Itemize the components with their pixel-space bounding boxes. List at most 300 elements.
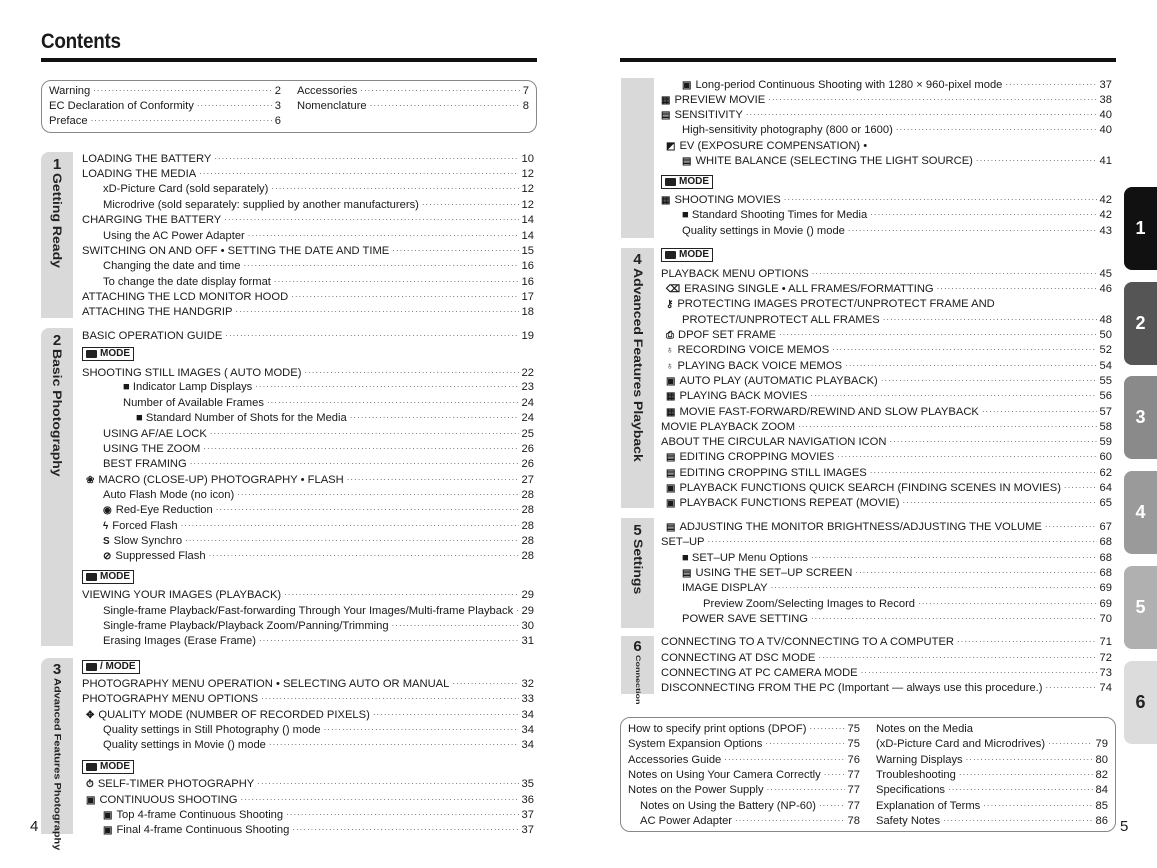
- leader-dots: [1064, 480, 1097, 495]
- toc-entry-title: SET–UP: [661, 536, 705, 548]
- toc-entry-page: 43: [1099, 225, 1112, 237]
- toc-entry-page: 55: [1099, 375, 1112, 387]
- camera-icon: [86, 763, 97, 771]
- toc-entry-title: EDITING CROPPING STILL IMAGES: [679, 467, 867, 479]
- toc-entry-page: 31: [521, 635, 534, 647]
- toc-entry[interactable]: [628, 753, 860, 768]
- toc-entry[interactable]: [82, 677, 534, 692]
- movie-mode-label: MODE: [661, 175, 713, 189]
- toc-entry[interactable]: [103, 488, 534, 503]
- continuous-icon: ▣: [682, 80, 692, 91]
- leader-dots: [837, 449, 1096, 464]
- leader-dots: [255, 379, 518, 394]
- toc-entry[interactable]: [103, 723, 534, 738]
- toc-entry[interactable]: [103, 198, 534, 213]
- toc-entry-title: SENSITIVITY: [674, 109, 743, 121]
- toc-entry-page: 34: [521, 709, 534, 721]
- leader-dots: [798, 419, 1096, 434]
- toc-entry-page: 28: [521, 489, 534, 501]
- chapter-tab-4[interactable]: 4: [1124, 471, 1157, 554]
- toc-entry[interactable]: Warning ····· 2: [49, 84, 281, 99]
- toc-entry-page: 12: [521, 199, 534, 211]
- flash-icon: ϟ: [103, 521, 109, 532]
- leader-dots: [896, 122, 1097, 137]
- leader-dots: [883, 312, 1097, 327]
- toc-entry[interactable]: [666, 139, 1112, 154]
- leader-dots: [1046, 680, 1097, 695]
- toc-entry[interactable]: [666, 466, 1112, 481]
- toc-entry-page: 16: [521, 276, 534, 288]
- toc-entry-title: How to specify print options (DPOF): [628, 723, 807, 735]
- toc-entry[interactable]: [82, 692, 534, 707]
- toc-entry-page: 77: [847, 768, 860, 781]
- leader-dots: [225, 328, 518, 343]
- section-bar-continued: [621, 78, 654, 238]
- toc-entry-title: Erasing Images (Erase Frame): [103, 635, 256, 647]
- toc-entry-title: Accessories Guide: [628, 753, 722, 766]
- chapter-tab-2[interactable]: 2: [1124, 282, 1157, 365]
- toc-entry-page: 73: [1099, 667, 1112, 679]
- toc-entry[interactable]: [103, 275, 534, 290]
- toc-entry[interactable]: [661, 193, 1112, 208]
- leader-dots: [203, 441, 518, 456]
- toc-entry-page: 28: [521, 535, 534, 547]
- toc-entry-page: 36: [521, 794, 534, 806]
- toc-entry[interactable]: [103, 182, 534, 197]
- leader-dots: [948, 782, 1093, 797]
- toc-entry-title: Slow Synchro: [113, 535, 183, 547]
- toc-entry-title: PHOTOGRAPHY MENU OPERATION • SELECTING AUTO OR MANUAL: [82, 678, 450, 690]
- toc-entry[interactable]: [682, 581, 1112, 596]
- toc-entry-title: ■ SET–UP Menu Options: [682, 552, 808, 564]
- leader-dots: [903, 495, 1097, 510]
- leader-dots: [373, 707, 519, 722]
- toc-entry-page: 24: [521, 412, 534, 424]
- continuous-icon: ▣: [103, 825, 113, 836]
- continuous-icon: ▣: [103, 810, 113, 821]
- leader-dots: [937, 281, 1097, 296]
- toc-entry-page: 52: [1099, 344, 1112, 356]
- toc-entry[interactable]: [82, 588, 534, 603]
- toc-entry-page: 37: [1099, 79, 1112, 91]
- toc-entry[interactable]: [876, 783, 1108, 798]
- leader-dots: [284, 587, 518, 602]
- toc-entry[interactable]: [876, 814, 1108, 829]
- leader-dots: [810, 388, 1096, 403]
- leader-dots: [292, 822, 518, 837]
- leader-dots: [976, 153, 1097, 168]
- toc-entry-page: 14: [521, 230, 534, 242]
- still-mode-label: MODE: [82, 347, 134, 361]
- toc-entry-title: IMAGE DISPLAY: [682, 582, 768, 594]
- movie-icon: ▦: [666, 391, 676, 402]
- toc-entry-title: LOADING THE MEDIA: [82, 168, 197, 180]
- toc-entry-title: PLAYBACK MENU OPTIONS: [661, 268, 809, 280]
- toc-entry-page: 29: [521, 589, 534, 601]
- toc-entry-page: 28: [521, 504, 534, 516]
- toc-entry[interactable]: [682, 566, 1112, 581]
- leader-dots: [190, 456, 519, 471]
- continuous-icon: ▣: [86, 795, 96, 806]
- toc-entry[interactable]: [103, 738, 534, 753]
- toc-entry-page: 26: [521, 458, 534, 470]
- toc-entry-title: ■ Indicator Lamp Displays: [123, 381, 253, 393]
- leader-dots: [235, 304, 518, 319]
- toc-entry-title: System Expansion Options: [628, 738, 763, 751]
- toc-entry[interactable]: [661, 108, 1112, 123]
- toc-entry[interactable]: [82, 290, 534, 305]
- toc-entry[interactable]: [103, 604, 534, 619]
- toc-entry[interactable]: [82, 244, 534, 259]
- toc-entry[interactable]: [103, 549, 534, 564]
- leader-dots: [214, 151, 518, 166]
- leader-dots: [708, 534, 1097, 549]
- toc-entry[interactable]: [86, 793, 534, 808]
- movie-icon: [665, 178, 676, 186]
- toc-entry[interactable]: [103, 823, 534, 838]
- toc-entry[interactable]: [103, 519, 534, 534]
- toc-entry-page: 14: [521, 214, 534, 226]
- play-icon: [665, 251, 676, 259]
- leader-dots: [199, 166, 518, 181]
- leader-dots: [350, 410, 519, 425]
- leader-dots: [855, 565, 1096, 580]
- toc-entry-page: 28: [521, 520, 534, 532]
- toc-entry-page: 57: [1099, 406, 1112, 418]
- ev-icon: ◩: [666, 141, 676, 152]
- toc-entry-title: ATTACHING THE HANDGRIP: [82, 306, 233, 318]
- toc-entry-title: Explanation of Terms: [876, 799, 981, 812]
- leader-dots: [870, 207, 1096, 222]
- toc-entry[interactable]: Accessories ····· 7: [297, 84, 529, 99]
- auto-play-icon: ▣: [666, 376, 676, 387]
- leader-dots: [959, 767, 1093, 782]
- toc-entry[interactable]: [103, 503, 534, 518]
- chapter-tab-3[interactable]: 3: [1124, 376, 1157, 459]
- toc-entry-title: SWITCHING ON AND OFF • SETTING THE DATE AND TIME: [82, 245, 390, 257]
- toc-entry[interactable]: [103, 259, 534, 274]
- toc-entry[interactable]: [666, 297, 1112, 312]
- toc-entry[interactable]: [628, 722, 860, 737]
- toc-entry-title: xD-Picture Card (sold separately): [103, 183, 269, 195]
- toc-entry-page: 76: [847, 753, 860, 766]
- toc-entry[interactable]: [876, 753, 1108, 768]
- toc-entry-page: 75: [847, 738, 860, 751]
- title-rule-right: [620, 58, 1116, 62]
- toc-entry[interactable]: [666, 520, 1112, 535]
- toc-entry[interactable]: [628, 768, 860, 783]
- leader-dots: [746, 107, 1097, 122]
- playback-mode-label: MODE: [661, 248, 713, 262]
- toc-entry[interactable]: [103, 457, 534, 472]
- toc-entry-page: 68: [1099, 536, 1112, 548]
- toc-entry-page: 58: [1099, 421, 1112, 433]
- toc-entry[interactable]: [136, 411, 534, 426]
- toc-entry-title: CONNECTING AT PC CAMERA MODE: [661, 667, 858, 679]
- toc-entry-page: 26: [521, 443, 534, 455]
- leader-dots: [845, 358, 1097, 373]
- toc-entry-title: RECORDING VOICE MEMOS: [677, 344, 830, 356]
- toc-entry[interactable]: [103, 619, 534, 634]
- toc-entry[interactable]: [682, 208, 1112, 223]
- leader-dots: [257, 776, 518, 791]
- toc-entry[interactable]: [123, 380, 534, 395]
- toc-entry-title: PREVIEW MOVIE: [674, 94, 766, 106]
- toc-entry[interactable]: [682, 123, 1112, 138]
- page-number-left: 4: [30, 818, 39, 835]
- quality-icon: ✥: [86, 710, 95, 721]
- toc-entry[interactable]: [661, 681, 1112, 696]
- toc-entry-page: 82: [1095, 768, 1108, 781]
- leader-dots: [824, 767, 845, 782]
- leader-dots: [237, 487, 518, 502]
- leader-dots: [832, 342, 1096, 357]
- toc-entry-title: ■ Standard Number of Shots for the Media: [136, 412, 347, 424]
- leader-dots: [259, 633, 519, 648]
- toc-entry-title: Notes on the Media: [876, 723, 974, 735]
- toc-entry-title: Troubleshooting: [876, 768, 956, 781]
- leader-dots: [224, 212, 518, 227]
- leader-dots: [779, 327, 1097, 342]
- toc-entry[interactable]: [640, 814, 860, 829]
- toc-entry[interactable]: [82, 152, 534, 167]
- chapter-tab-5[interactable]: 5: [1124, 566, 1157, 649]
- leader-dots: [861, 665, 1097, 680]
- toc-entry[interactable]: [682, 224, 1112, 239]
- leader-dots: [881, 373, 1097, 388]
- toc-entry[interactable]: [661, 651, 1112, 666]
- toc-entry-page: 80: [1095, 753, 1108, 766]
- toc-entry-title: To change the date display format: [103, 276, 271, 288]
- section-label: 2 Basic Photography: [50, 332, 64, 477]
- toc-entry-title: ATTACHING THE LCD MONITOR HOOD: [82, 291, 289, 303]
- leader-dots: [347, 472, 519, 487]
- toc-entry[interactable]: [640, 799, 860, 814]
- toc-entry[interactable]: [103, 229, 534, 244]
- toc-entry-title: EDITING CROPPING MOVIES: [679, 451, 835, 463]
- iso-icon: ▤: [661, 110, 671, 121]
- toc-entry-page: 68: [1099, 567, 1112, 579]
- toc-entry-page: 86: [1095, 814, 1108, 827]
- toc-entry[interactable]: [661, 420, 1112, 435]
- toc-entry-page: 41: [1099, 155, 1112, 167]
- toc-entry-page: 34: [521, 739, 534, 751]
- toc-entry-title: ABOUT THE CIRCULAR NAVIGATION ICON: [661, 436, 887, 448]
- toc-entry[interactable]: [661, 635, 1112, 650]
- section-label: 4 Advanced Features Playback: [630, 251, 645, 462]
- toc-entry[interactable]: [82, 305, 534, 320]
- flash-off-icon: ⊘: [103, 551, 112, 562]
- leader-dots: [1048, 736, 1092, 751]
- toc-entry[interactable]: EC Declaration of Conformity ····· 3: [49, 99, 281, 114]
- toc-entry[interactable]: [103, 534, 534, 549]
- toc-entry-title: Preview Zoom/Selecting Images to Record: [703, 598, 916, 610]
- leader-dots: [286, 807, 518, 822]
- toc-entry[interactable]: [661, 93, 1112, 108]
- toc-entry-title: SELF-TIMER PHOTOGRAPHY: [97, 778, 255, 790]
- leader-dots: [267, 395, 519, 410]
- toc-entry-page: 64: [1099, 482, 1112, 494]
- toc-entry[interactable]: [103, 808, 534, 823]
- toc-entry-page: 65: [1099, 497, 1112, 509]
- white-balance-icon: ▤: [682, 156, 692, 167]
- toc-entry[interactable]: [661, 535, 1112, 550]
- leader-dots: [812, 266, 1097, 281]
- toc-entry-title: Notes on the Power Supply: [628, 784, 764, 797]
- toc-entry-title: PLAYING BACK VOICE MEMOS: [677, 360, 843, 372]
- toc-entry[interactable]: [661, 666, 1112, 681]
- toc-entry[interactable]: [628, 737, 860, 752]
- toc-entry[interactable]: [666, 389, 1112, 404]
- toc-entry-title: PROTECTING IMAGES PROTECT/UNPROTECT FRAME AND: [677, 298, 995, 310]
- leader-dots: [1045, 519, 1097, 534]
- camera-icon: [86, 350, 97, 358]
- toc-entry[interactable]: [666, 343, 1112, 358]
- toc-entry[interactable]: [666, 282, 1112, 297]
- toc-entry-page: 60: [1099, 451, 1112, 463]
- toc-entry[interactable]: [703, 597, 1112, 612]
- leader-dots: [811, 611, 1097, 626]
- toc-entry[interactable]: [123, 396, 534, 411]
- toc-entry[interactable]: Nomenclature ····· 8: [297, 99, 529, 114]
- toc-entry[interactable]: [876, 799, 1108, 814]
- chapter-tab-6[interactable]: 6: [1124, 661, 1157, 744]
- playback-mode-label: MODE: [82, 570, 134, 584]
- toc-entry[interactable]: [661, 267, 1112, 282]
- toc-entry-page: 77: [847, 799, 860, 812]
- chapter-tab-1[interactable]: 1: [1124, 187, 1157, 270]
- toc-entry-page: 37: [521, 824, 534, 836]
- toc-entry-page: 27: [521, 474, 534, 486]
- toc-entry-title: Quality settings in Still Photography () mode: [103, 724, 321, 736]
- toc-entry-page: 85: [1095, 799, 1108, 812]
- toc-entry-title: Single-frame Playback/Playback Zoom/Panning/Trimming: [103, 620, 389, 632]
- toc-entry-title: Notes on Using Your Camera Correctly: [628, 768, 821, 781]
- toc-entry[interactable]: [666, 359, 1112, 374]
- toc-entry-page: 22: [521, 367, 534, 379]
- toc-entry-page: 68: [1099, 552, 1112, 564]
- toc-entry[interactable]: [876, 737, 1108, 752]
- toc-entry[interactable]: [682, 551, 1112, 566]
- toc-entry[interactable]: [103, 427, 534, 442]
- toc-entry[interactable]: [666, 405, 1112, 420]
- toc-entry-page: 74: [1099, 682, 1112, 694]
- toc-entry-page: 75: [847, 723, 860, 735]
- leader-dots: [818, 650, 1096, 665]
- leader-dots: [811, 550, 1097, 565]
- toc-entry-page: 29: [521, 605, 534, 617]
- toc-entry[interactable]: [682, 78, 1112, 93]
- leader-dots: [240, 792, 518, 807]
- toc-entry[interactable]: Preface ····· 6: [49, 114, 281, 129]
- leader-dots: [735, 813, 845, 828]
- leader-dots: [243, 258, 518, 273]
- toc-entry-title: CHARGING THE BATTERY: [82, 214, 222, 226]
- toc-entry[interactable]: [682, 612, 1112, 627]
- toc-entry-page: 72: [1099, 652, 1112, 664]
- toc-entry-title: WHITE BALANCE (SELECTING THE LIGHT SOURCE): [695, 155, 973, 167]
- toc-entry[interactable]: [666, 374, 1112, 389]
- toc-entry[interactable]: [82, 329, 534, 344]
- page-title: Contents: [41, 30, 121, 53]
- leader-dots: [767, 782, 845, 797]
- flower-icon: ❀: [86, 475, 95, 486]
- toc-entry-page: 67: [1099, 521, 1112, 533]
- playback-function-icon: ▣: [666, 498, 676, 509]
- toc-entry[interactable]: [876, 722, 1108, 737]
- toc-entry[interactable]: [86, 708, 534, 723]
- toc-entry[interactable]: [82, 167, 534, 182]
- toc-entry[interactable]: [661, 435, 1112, 450]
- toc-entry-title: Suppressed Flash: [115, 550, 206, 562]
- toc-entry[interactable]: [103, 634, 534, 649]
- toc-entry-title: USING AF/AE LOCK: [103, 428, 207, 440]
- toc-entry-page: 12: [521, 183, 534, 195]
- toc-entry[interactable]: [103, 442, 534, 457]
- toc-entry-page: 54: [1099, 360, 1112, 372]
- toc-entry[interactable]: [82, 213, 534, 228]
- leader-dots: [185, 533, 518, 548]
- toc-entry[interactable]: [86, 777, 534, 792]
- toc-entry-title: Safety Notes: [876, 814, 941, 827]
- toc-entry-title: USING THE ZOOM: [103, 443, 201, 455]
- leader-dots: [209, 548, 519, 563]
- toc-entry[interactable]: [682, 313, 1112, 328]
- toc-entry-title: PLAYING BACK MOVIES: [679, 390, 808, 402]
- toc-entry-title: BEST FRAMING: [103, 458, 187, 470]
- toc-entry[interactable]: [666, 496, 1112, 511]
- toc-entry-title: (xD-Picture Card and Microdrives): [876, 738, 1046, 751]
- toc-entry-page: 38: [1099, 94, 1112, 106]
- protect-key-icon: ⚷: [666, 299, 674, 310]
- setup-icon: ▤: [682, 568, 692, 579]
- toc-entry-page: 50: [1099, 329, 1112, 341]
- toc-entry-page: 40: [1099, 124, 1112, 136]
- trash-icon: ⌫: [666, 284, 681, 295]
- toc-entry-title: Top 4-frame Continuous Shooting: [116, 809, 284, 821]
- toc-entry-title: PROTECT/UNPROTECT ALL FRAMES: [682, 314, 880, 326]
- toc-entry-title: Using the AC Power Adapter: [103, 230, 245, 242]
- toc-entry[interactable]: [628, 783, 860, 798]
- toc-entry-page: 46: [1099, 283, 1112, 295]
- leader-dots: [966, 752, 1093, 767]
- section-label: 5 Settings: [630, 522, 645, 595]
- toc-entry[interactable]: [682, 154, 1112, 169]
- toc-entry-page: 84: [1095, 784, 1108, 797]
- leader-dots: [848, 223, 1097, 238]
- toc-entry-page: 78: [847, 814, 860, 827]
- toc-entry-page: 48: [1099, 314, 1112, 326]
- toc-entry-title: VIEWING YOUR IMAGES (PLAYBACK): [82, 589, 282, 601]
- leader-dots: [261, 691, 518, 706]
- still-movie-mode-label: / MODE: [82, 660, 140, 674]
- toc-entry[interactable]: [666, 450, 1112, 465]
- toc-entry[interactable]: [666, 328, 1112, 343]
- leader-dots: [248, 228, 519, 243]
- toc-entry-page: 62: [1099, 467, 1112, 479]
- still-mode-label: MODE: [82, 760, 134, 774]
- toc-entry-page: 23: [521, 381, 534, 393]
- leader-dots: [516, 603, 518, 618]
- toc-entry[interactable]: [876, 768, 1108, 783]
- toc-entry[interactable]: [86, 473, 534, 488]
- leader-dots: [957, 634, 1097, 649]
- toc-entry-title: MOVIE FAST-FORWARD/REWIND AND SLOW PLAYBACK: [679, 406, 979, 418]
- toc-entry-page: 42: [1099, 194, 1112, 206]
- movie-icon: ▦: [661, 95, 671, 106]
- toc-entry-title: CONTINUOUS SHOOTING: [99, 794, 238, 806]
- toc-entry[interactable]: [666, 481, 1112, 496]
